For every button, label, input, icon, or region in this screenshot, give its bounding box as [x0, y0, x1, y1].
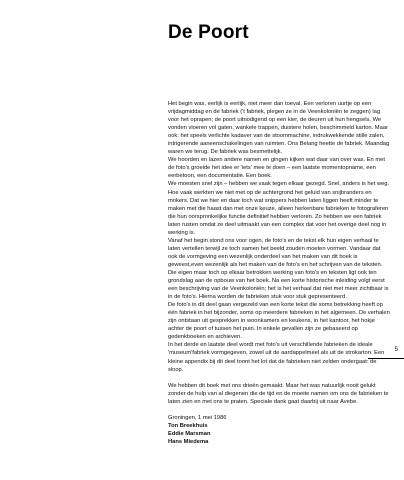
page-number: 5 [368, 347, 404, 359]
paragraph: In het derde en laatste deel wordt met foto's uit verschillende fabrieken de ideale 'museum'fabriek vormgegeven, zowel uit de aardappelmeel als uit de strokarton. Een kleine appendix bij dit deel toont het lot dat de fabrieken niet zelden ondergaat: de sloop. [168, 342, 385, 373]
signature-name: Ton Breekhuis [168, 422, 208, 429]
paragraph: We hebben dit boek met ons drieën gemaakt. Maar het was natuurlijk nooit gelukt zonder de hulp van al diegenen die de tijd en de moeite namen om ons de fabrieken te laten zien en met ons te praten. Speciale dank gaat daarbij uit naar Avebe. [168, 382, 389, 405]
signature-name: Hans Miedema [168, 438, 209, 445]
paragraph: De foto's in dit deel gaan vergezeld van een korte tekst die soms betrekking heeft op één fabriek in het bijzonder, soms op meerdere fabrieken in het algemeen. De verhalen zijn ontstaan uit gesprekken in woonkamers en keukens, in het kantoor, het hokje achter de poort of tussen het puin. In enkele gevallen zijn ze gebaseerd op gedenkboeken en archieven. [168, 302, 390, 341]
signature-name: Eddie Marsman [168, 430, 211, 437]
paragraph: Die eigen maar toch op elkaar betrokken werking van foto's en teksten ligt ook ten grondslag aan de opbouw van het boek. Na een korte historische inleiding volgt eerst een beschrijving van de Veenkoloniën; het is het verhaal dat niet met meer zichtbaar is in de foto's. Hierna worden de fabrieken stuk voor stuk gepresenteerd. [168, 269, 389, 301]
signature-place-date: Groningen, 1 mei 1986 [168, 414, 227, 421]
body-text [168, 100, 390, 446]
paragraph: Het begin was, eerlijk is eerlijk, niet meer dan toeval. Een verloren uurtje op een vrijdagmiddag en de fabriek ('t fabriek, plegen ze in de Veenkoloniën te zeggen) lag voor het oprapen; de poort uitnodigend op een kier, de deuren uit hun hengsels. We vonden vloeren vol gaten, wankele trappen, duistere holen, beschimmeld karton. Maar ook: het speels verlichte kadaver van de stoommachine, indrukwekkende stille zalen, intrigerende aaneenschakelingen van ruimten. Ons Belang heette de fabriek. Maandag waren we terug. De fabriek was besmettelijk. [168, 101, 390, 156]
paragraph: Vanaf het begin stond ons voor ogen, de foto's en de tekst elk hun eigen verhaal te laten vertellen terwijl ze toch samen het beeld zouden moeten vormen. Vandaar dat ook de vormgeving een wezenlijk onderdeel van het maken van dit boek is geweest,even wezenlijk als het maken van de foto's en het schrijven van de teksten. [168, 237, 383, 268]
paragraph: We hoorden en lazen andere namen en gingen kijken wat daar van over was. En met de foto's groeide het idee er 'iets' mee te doen – een laatste momentopname, een eerbetoon, een documentatie. Een boek. [168, 157, 385, 180]
page-title: De Poort [168, 22, 249, 43]
paragraph: We moesten snel zijn – hebben we vaak tegen elkaar gezegd. Snel, anders is het weg. Hoe vaak werkten we niet met op de achtergrond het geluid van snijbranders en mokers. Dat we hier en daar toch wat snippers hebben laten liggen heeft minder te maken met die haast dan met onze keuze, alleen herkenbare fabrieken te fotograferen die hun oorspronkelijke functie definitief hebben verloren. Zo hebben we een fabriek laten rusten omdat ze deel uitmaakt van een complex dat voor het overige deel nog in werking is. [168, 181, 390, 236]
